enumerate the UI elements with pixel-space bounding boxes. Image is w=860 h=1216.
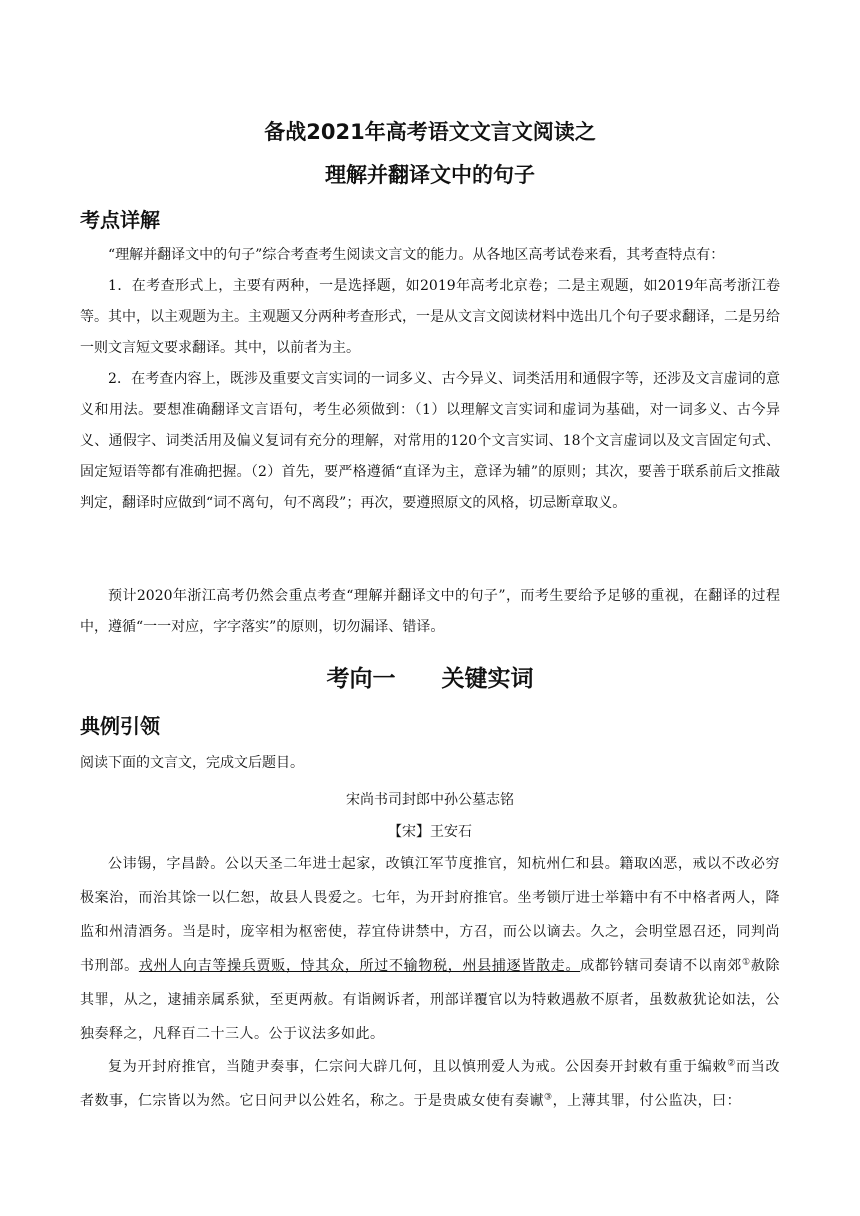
- document-subtitle: 理解并翻译文中的句子: [325, 163, 535, 187]
- classical-paragraph-1: [80, 847, 780, 1051]
- paragraph-2-text-c: ，上薄其罪，付公监决，曰：: [552, 1093, 742, 1109]
- kaoxiang-topic: 关键实词: [441, 666, 534, 692]
- forecast-paragraph: 预计2020年浙江高考仍然会重点考查“理解并翻译文中的句子”，而考生要给予足够的重视，在翻译的过程中，遵循“一一对应，字字落实”的原则，切勿漏译、错译。: [80, 588, 780, 635]
- underlined-sentence: 戎州人向吉等操兵贾贩，恃其众，所过不输物税，州县捕逐皆散走。: [138, 958, 581, 974]
- article-title: 宋尚书司封郎中孙公墓志铭: [346, 792, 514, 808]
- intro-paragraph: “理解并翻译文中的句子”综合考查考生阅读文言文的能力。从各地区高考试卷来看，其考查特点有：: [108, 247, 725, 263]
- paragraph-1-text-c: 赦除其罪，从之，逮捕亲属系狱，至更两赦。有诣阙诉者，刑部详覆官以为特敕遇赦不原者，虽数赦犹论如法，公独奏释之，凡释百二十三人。公于议法多如此。: [80, 958, 781, 1042]
- article-author: 【宋】王安石: [388, 824, 472, 840]
- paragraph-1-text-b: 成都钤辖司奏请不以南郊: [580, 958, 743, 974]
- section-heading-dianli: 典例引领: [80, 714, 160, 738]
- classical-paragraph-2: [80, 1050, 780, 1118]
- footnote-marker-3: ③: [544, 1092, 553, 1103]
- footnote-marker-2: ②: [727, 1058, 737, 1069]
- paragraph-1-text-a: 公讳锡，字昌龄。公以天圣二年进士起家，改镇江军节度推官，知杭州仁和县。籍取凶恶，戒以不改必穷极案治，而治其馀一以仁恕，故县人畏爱之。七年，为开封府推官。坐考锁厅进士举籍中有不中格者两人，降监和州清酒务。当是时，庞宰相为枢密使，荐宜侍讲禁中，方召，而公以谪去。久之，会明堂恩召还，同判尚书刑部。: [80, 856, 780, 974]
- point-1-paragraph: 1．在考查形式上，主要有两种，一是选择题，如2019年高考北京卷；二是主观题，如2019年高考浙江卷等。其中，以主观题为主。主观题又分两种考查形式，一是从文言文阅读材料中选出几个句子要求翻译，二是另给一则文言短文要求翻译。其中，以前者为主。: [80, 278, 780, 356]
- point-2-paragraph: 2．在考查内容上，既涉及重要文言实词的一词多义、古今异义、词类活用和通假字等，还涉及文言虚词的意义和用法。要想准确翻译文言语句，考生必须做到：（1）以理解文言实词和虚词为基础，对一词多义、古今异义、通假字、词类活用及偏义复词有充分的理解，对常用的120个文言实词、18个文言虚词以及文言固定句式、固定短语等都有准确把握。（2）首先，要严格遵循“直译为主，意译为辅”的原则；其次，要善于联系前后文推敲判定，翻译时应做到“词不离句，句不离段”；再次，要遵照原文的风格，切忌断章取义。: [80, 371, 780, 511]
- paragraph-2-text-a: 复为开封府推官，当随尹奏事，仁宗问大辟几何，且以慎刑爱人为戒。公因奏开封敕有重于编敕: [108, 1059, 728, 1075]
- reading-instruction: 阅读下面的文言文，完成文后题目。: [80, 755, 304, 771]
- section-heading-kaodian: 考点详解: [80, 208, 160, 232]
- paragraph-2-text-b: 而当改者数事，仁宗皆以为然。它日问尹以公姓名，称之。于是贵戚女使有奏谳: [80, 1059, 781, 1109]
- kaoxiang-heading: [0, 660, 860, 693]
- document-title: 备战2021年高考语文文言文阅读之: [264, 120, 596, 144]
- kaoxiang-number: 考向一: [326, 666, 396, 692]
- footnote-marker-1: ①: [742, 957, 751, 968]
